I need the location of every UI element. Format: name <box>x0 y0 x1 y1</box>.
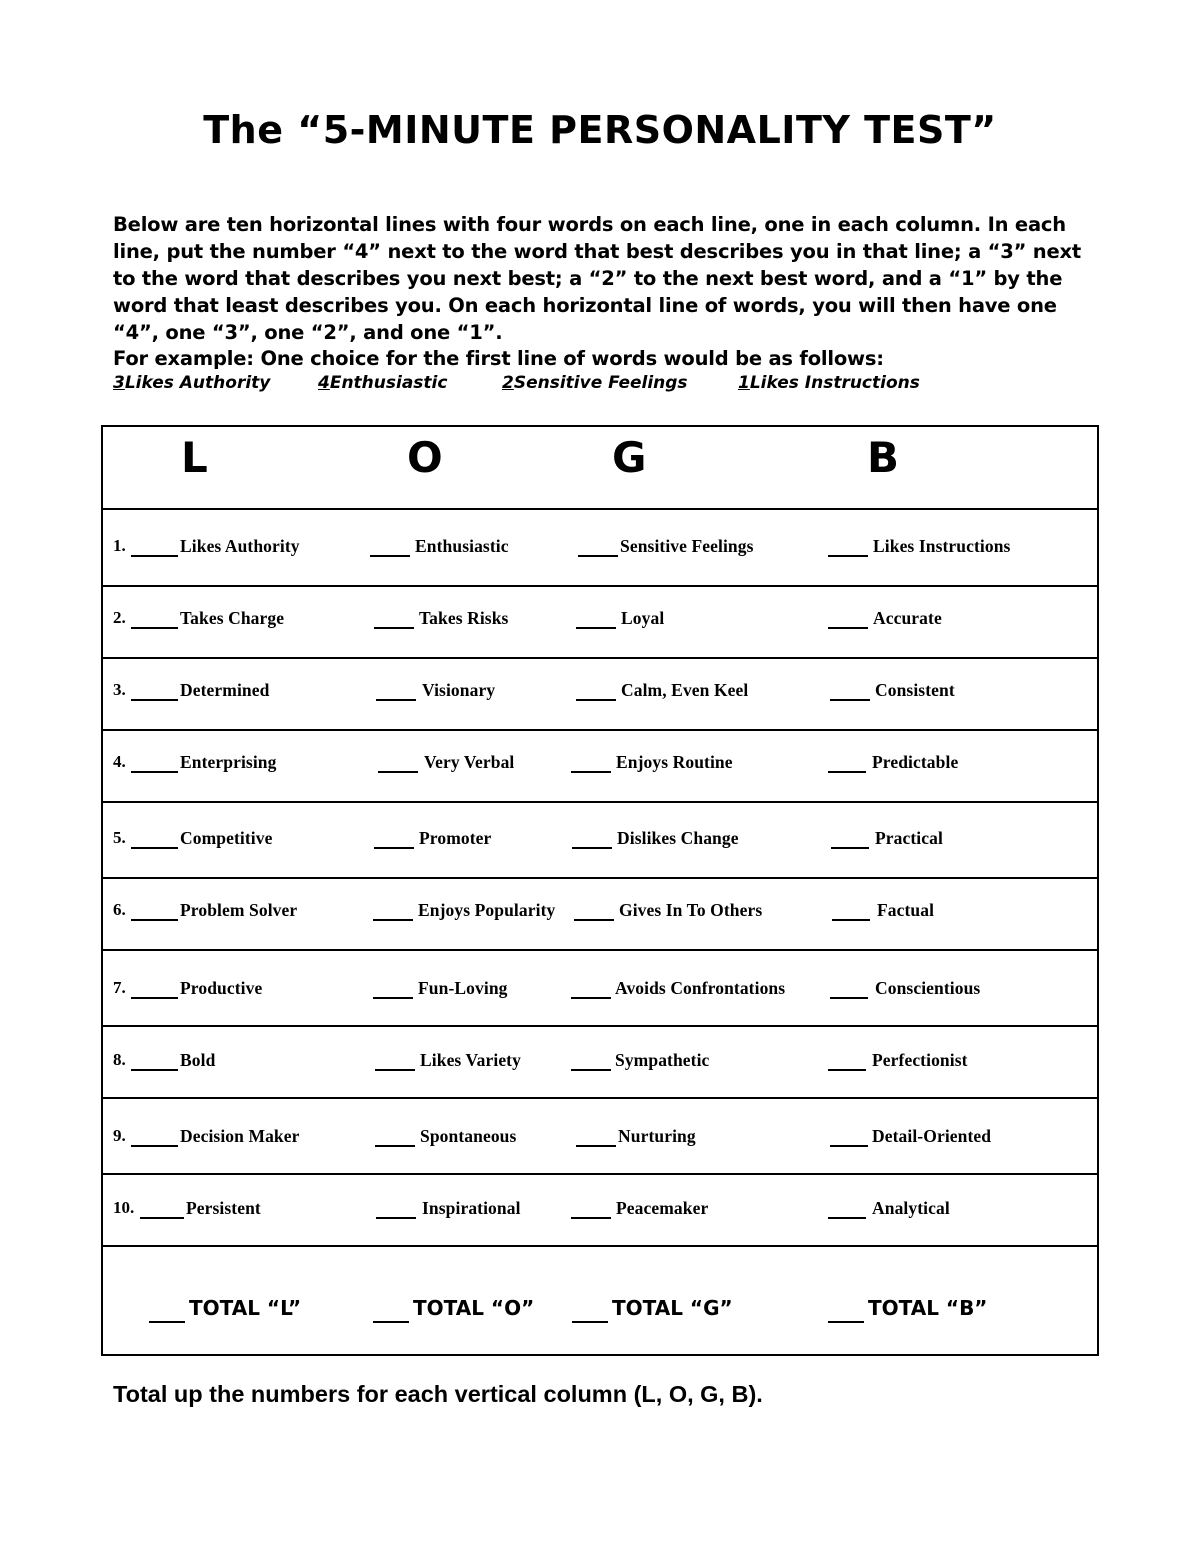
example-item <box>738 373 920 393</box>
answer-blank-b[interactable] <box>830 699 870 701</box>
answer-blank-b[interactable] <box>831 847 869 849</box>
row-divider <box>103 585 1097 587</box>
trait-word: Competitive <box>180 828 273 848</box>
trait-word: Consistent <box>875 680 955 700</box>
example-word: Enthusiastic <box>329 373 448 393</box>
row-divider <box>103 1025 1097 1027</box>
total-label-g: TOTAL “G” <box>612 1296 733 1320</box>
row-divider <box>103 1245 1097 1247</box>
total-blank-o[interactable] <box>373 1321 409 1323</box>
example-number: 3 <box>113 373 125 393</box>
trait-word: Very Verbal <box>424 752 515 772</box>
row-number: 4. <box>113 752 126 771</box>
trait-word: Determined <box>180 680 270 700</box>
answer-blank-o[interactable] <box>375 1069 415 1071</box>
trait-word: Spontaneous <box>420 1126 517 1146</box>
trait-word: Peacemaker <box>616 1198 709 1218</box>
trait-word: Likes Instructions <box>873 536 1011 556</box>
answer-blank-b[interactable] <box>828 1217 866 1219</box>
trait-word: Detail-Oriented <box>872 1126 992 1146</box>
answer-blank-b[interactable] <box>828 1069 866 1071</box>
answer-blank-l[interactable] <box>131 771 178 773</box>
trait-word: Persistent <box>186 1198 261 1218</box>
trait-word: Decision Maker <box>180 1126 300 1146</box>
trait-word: Takes Charge <box>180 608 285 628</box>
trait-word: Likes Variety <box>420 1050 521 1070</box>
answer-blank-b[interactable] <box>830 997 868 999</box>
trait-word: Enjoys Popularity <box>418 900 556 920</box>
trait-word: Takes Risks <box>419 608 509 628</box>
answer-blank-l[interactable] <box>131 1145 178 1147</box>
total-blank-b[interactable] <box>828 1321 864 1323</box>
trait-word: Predictable <box>872 752 959 772</box>
trait-word: Promoter <box>419 828 492 848</box>
trait-word: Gives In To Others <box>619 900 763 920</box>
answer-blank-l[interactable] <box>131 1069 178 1071</box>
row-number: 6. <box>113 900 126 919</box>
example-number: 4 <box>318 373 330 393</box>
answer-blank-g[interactable] <box>571 997 611 999</box>
trait-word: Factual <box>877 900 935 920</box>
trait-word: Calm, Even Keel <box>621 680 749 700</box>
example-number: 2 <box>502 373 514 393</box>
trait-word: Fun-Loving <box>418 978 508 998</box>
answer-blank-l[interactable] <box>131 555 178 557</box>
trait-word: Enterprising <box>180 752 277 772</box>
answer-blank-o[interactable] <box>374 847 414 849</box>
trait-word: Sympathetic <box>615 1050 710 1070</box>
example-row <box>113 373 1013 399</box>
answer-blank-l[interactable] <box>131 919 178 921</box>
trait-word: Dislikes Change <box>617 828 739 848</box>
answer-blank-b[interactable] <box>828 771 866 773</box>
row-divider <box>103 801 1097 803</box>
row-number: 9. <box>113 1126 126 1145</box>
answer-blank-l[interactable] <box>131 627 178 629</box>
answer-blank-g[interactable] <box>574 919 614 921</box>
row-divider <box>103 729 1097 731</box>
column-header-l: L <box>181 433 208 482</box>
footer-note: Total up the numbers for each vertical column (L, O, G, B). <box>113 1381 763 1407</box>
answer-blank-g[interactable] <box>571 1069 611 1071</box>
example-intro: For example: One choice for the first line of words would be as follows: <box>113 347 884 370</box>
answer-blank-o[interactable] <box>375 1145 415 1147</box>
trait-word: Conscientious <box>875 978 981 998</box>
trait-word: Problem Solver <box>180 900 298 920</box>
instructions-paragraph: Below are ten horizontal lines with four words on each line, one in each column. In each line, put the number “4” next to the word that best describes you in that line; a “3” next to the word that describes you next best; a “2” to the next best word, and a “1” by the word that least describes you. On each horizontal line of words, you will then have one “4”, one “3”, one “2”, and one “1”. <box>113 213 1082 344</box>
answer-blank-o[interactable] <box>373 997 413 999</box>
example-word: Likes Authority <box>124 373 271 393</box>
trait-word: Likes Authority <box>180 536 300 556</box>
answer-blank-g[interactable] <box>576 627 616 629</box>
answer-blank-g[interactable] <box>572 847 612 849</box>
column-header-b: B <box>867 433 900 482</box>
trait-word: Visionary <box>422 680 496 700</box>
answer-blank-l[interactable] <box>131 997 178 999</box>
row-number: 1. <box>113 536 126 555</box>
row-divider <box>103 949 1097 951</box>
row-number: 8. <box>113 1050 126 1069</box>
example-item <box>113 373 270 393</box>
row-number: 7. <box>113 978 126 997</box>
answer-blank-b[interactable] <box>832 919 870 921</box>
row-divider <box>103 1097 1097 1099</box>
answer-blank-l[interactable] <box>131 847 178 849</box>
total-blank-l[interactable] <box>149 1321 185 1323</box>
example-item <box>318 373 447 393</box>
answer-blank-o[interactable] <box>374 627 414 629</box>
trait-word: Enjoys Routine <box>616 752 733 772</box>
answer-blank-b[interactable] <box>828 555 868 557</box>
answer-blank-o[interactable] <box>376 699 416 701</box>
answer-blank-o[interactable] <box>376 1217 416 1219</box>
example-number: 1 <box>738 373 750 393</box>
row-divider <box>103 508 1097 510</box>
column-header-o: O <box>407 433 443 482</box>
trait-word: Nurturing <box>618 1126 696 1146</box>
example-item <box>502 373 688 393</box>
answer-blank-g[interactable] <box>571 771 611 773</box>
trait-word: Enthusiastic <box>415 536 509 556</box>
answer-blank-b[interactable] <box>830 1145 868 1147</box>
example-word: Sensitive Feelings <box>513 373 688 393</box>
answer-blank-g[interactable] <box>576 699 616 701</box>
answer-blank-l[interactable] <box>140 1217 184 1219</box>
trait-word: Analytical <box>872 1198 950 1218</box>
row-divider <box>103 1173 1097 1175</box>
answer-blank-g[interactable] <box>571 1217 611 1219</box>
total-label-b: TOTAL “B” <box>868 1296 988 1320</box>
column-header-g: G <box>612 433 647 482</box>
answer-blank-b[interactable] <box>828 627 868 629</box>
row-divider <box>103 657 1097 659</box>
row-number: 2. <box>113 608 126 627</box>
total-label-l: TOTAL “L” <box>189 1296 302 1320</box>
trait-word: Productive <box>180 978 263 998</box>
trait-word: Perfectionist <box>872 1050 968 1070</box>
trait-word: Accurate <box>873 608 942 628</box>
example-word: Likes Instructions <box>749 373 920 393</box>
answer-blank-o[interactable] <box>370 555 410 557</box>
trait-word: Loyal <box>621 608 665 628</box>
row-number: 10. <box>113 1198 135 1217</box>
page-title: The “5-MINUTE PERSONALITY TEST” <box>203 108 997 152</box>
row-divider <box>103 877 1097 879</box>
row-number: 5. <box>113 828 126 847</box>
total-label-o: TOTAL “O” <box>413 1296 535 1320</box>
trait-word: Sensitive Feelings <box>620 536 754 556</box>
answer-blank-o[interactable] <box>378 771 418 773</box>
answer-blank-g[interactable] <box>576 1145 616 1147</box>
total-blank-g[interactable] <box>572 1321 608 1323</box>
trait-word: Practical <box>875 828 943 848</box>
trait-word: Avoids Confrontations <box>615 978 786 998</box>
trait-word: Inspirational <box>422 1198 521 1218</box>
trait-word: Bold <box>180 1050 216 1070</box>
answer-blank-g[interactable] <box>578 555 618 557</box>
answer-blank-o[interactable] <box>373 919 413 921</box>
row-number: 3. <box>113 680 126 699</box>
answer-blank-l[interactable] <box>131 699 178 701</box>
